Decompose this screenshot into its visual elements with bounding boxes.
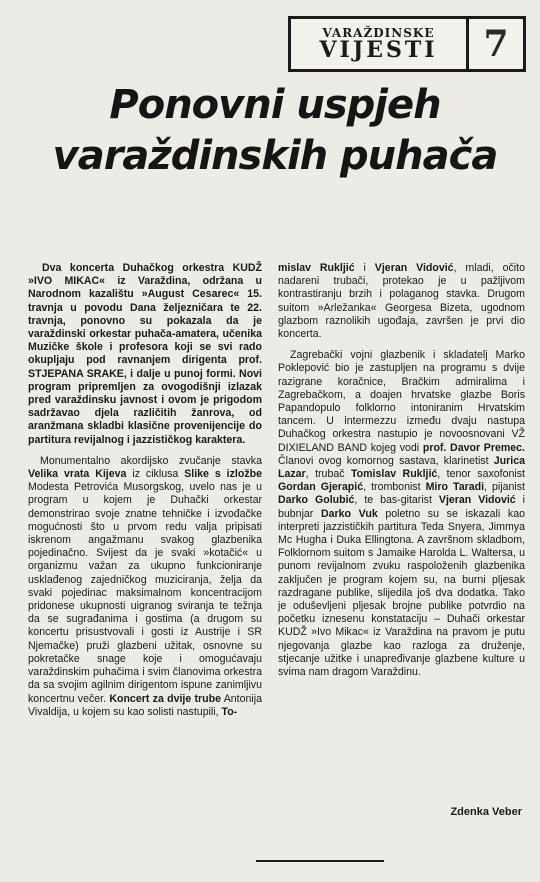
page-number: 7: [483, 23, 509, 65]
headline-line1: Ponovni uspjeh: [109, 82, 441, 128]
article-paragraph-3: mislav Rukljić i Vjeran Vidović, mladi, očito nadareni trubači, protekao je u pažljivom kontrastiranju brzih i polaganog stavka. Drugom suitom »Arležanka« Georgesa Bizeta, ugodnom glazbom raznolikih ugođaja, završen je prvi dio koncerta.: [278, 262, 525, 341]
article-author: Zdenka Veber: [450, 806, 522, 818]
article-paragraph-2: Monumentalno akordijsko zvučanje stavka Velika vrata Kijeva iz ciklusa Slike s izložbe Modesta Petrovića Musorgskog, uvelo nas je u program u kojem je Duhački orkestar demonstrirao svoje znatne tehničke i izvođačke mogućnosti što u prvom redu valja pripisati iskrenom angažmanu svakog glazbenika pojedinačno. Svijest da je svaki »kotačić« u organizmu važan za ukupno funkcioniranje usklađenog zajedničkog muziciranja, želja da svaki pojedinac maksimalnom koncentracijom pridonese ukupnosti uigranog sviranja te težnja da se sugrađanima i gostima (a drugom su koncertu prisustvovali i gosti iz Austrije i SR Njemačke) pruži glazbeni užitak, osnovne su pokretačke snage koje i omogućavaju varaždinskim puhačima i svim članovima orkestra da sa svojim agilnim dirigentom ispune zanimljivu koncertnu večer. Koncert za dvije trube Antonija Vivaldija, u kojem su kao solisti nastupili, To-: [28, 454, 262, 718]
article-headline: [40, 80, 510, 182]
newspaper-name: [291, 19, 469, 69]
article-column-right: [278, 262, 525, 687]
article-paragraph-4: Zagrebački vojni glazbenik i skladatelj Marko Poklepović bio je zastupljen na programu s dvije razigrane koračnice, Bračkim admiralima i Zagrebačkom, a doajen hrvatske glazbe Boris Papandopulo folklorno intoniranim Hrvatskim tancem. U intermezzu između dvaju nastupa Duhačkog orkestra nastupio je novoosnovani VŽ DIXIELAND BAND kojeg vodi prof. Davor Premec. Članovi ovog komornog sastava, klarinetist Jurica Lazar, trubač Tomislav Rukljić, tenor saxofonist Gordan Gjerapić, trombonist Miro Taradi, pijanist Darko Golubić, te bas-gitarist Vjeran Vidović i bubnjar Darko Vuk poletno su se iskazali kao interpreti jazzističkih partitura Teda Snyera, Jimmya Mc Hugha i Duka Ellingtona. A završnom skladbom, Folklornom suitom s Jamaike Harolda L. Waltersa, u punom revijalnom zvuku raspoloženih glazbenika zaključen je program kojem su, na burni pljesak razdragane publike, slijedila još dva dodatka. Tako je oduševljeni pljesak brojne publike potvrdio na početku iznesenu konstataciju – Duhači orkestar KUDŽ »Ivo Mikac« iz Varaždina na pravom je putu njegovanja glazbe kao razloga za druženje, stjecanje užitke i unapređivanje glazbene kulture u svima nam dragom Varaždinu.: [278, 349, 526, 679]
headline-line2: varaždinskih puhača: [52, 133, 498, 179]
article-lead: Dva koncerta Duhačkog orkestra KUDŽ »IVO MIKAC« iz Varaždina, održana u Narodnom kazalištu »August Cesarec« 15. travnja u povodu Dana željezničara te 22. travnja, ponovno su pokazala da je varaždinski orkestar puhača-amatera, učenika Muzičke škole i profesora koji se svi rado okupljaju pod ravnanjem dirigenta prof. STJEPANA SRAKE, i dalje u punoj formi. Novi program pripremljen za ovogodišnji izlazak pred varaždinsku javnost i ovom je prigodom sadržavao djela različitih žanrova, od aranžmana skladbi klasične provenijencije do partitura revijalnog i jazzističkog karaktera.: [28, 262, 262, 446]
masthead: [288, 16, 526, 72]
newspaper-name-line1: VARAŽDINSKE: [322, 26, 435, 40]
article-column-left: [28, 262, 262, 727]
bottom-rule: [256, 860, 384, 862]
newspaper-name-line2: VIJESTI: [319, 37, 438, 63]
